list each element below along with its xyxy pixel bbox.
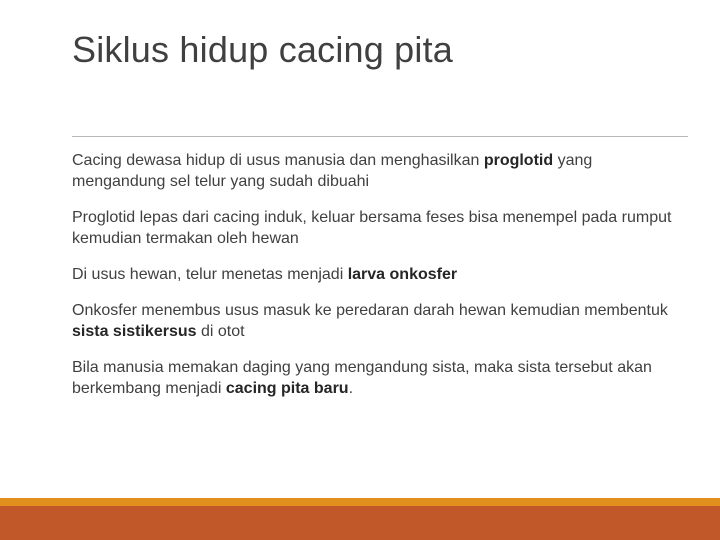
bullet-text: Bila manusia memakan daging yang mengandung sista, maka sista tersebut akan berkembang menjadi [72,359,652,397]
bullet-text: Cacing dewasa hidup di usus manusia dan menghasilkan [72,152,484,169]
bullet-text: Onkosfer menembus usus masuk ke peredaran darah hewan kemudian membentuk [72,302,668,319]
footer-bar [0,506,720,540]
bullet-text: Proglotid lepas dari cacing induk, keluar bersama feses bisa menempel pada rumput kemudian termakan oleh hewan [72,209,672,247]
bullet-item [72,300,672,342]
bullet-list [72,150,672,414]
bullet-item [72,264,672,285]
bullet-emphasis: larva onkosfer [347,266,458,283]
bullet-text: di otot [196,323,245,340]
slide-title: Siklus hidup cacing pita [72,29,454,70]
bullet-item [72,357,672,399]
bullet-emphasis: cacing pita baru [225,380,349,397]
bullet-text: . [348,380,354,397]
bullet-emphasis: proglotid [483,152,554,169]
title-divider [72,136,688,137]
bullet-text: yang mengandung sel telur yang sudah dibuahi [72,152,593,190]
footer-accent-bar [0,498,720,506]
bullet-text: Di usus hewan, telur menetas menjadi [72,266,348,283]
bullet-emphasis: sista sistikersus [72,323,197,340]
bullet-item [72,207,672,249]
bullet-item [72,150,672,192]
